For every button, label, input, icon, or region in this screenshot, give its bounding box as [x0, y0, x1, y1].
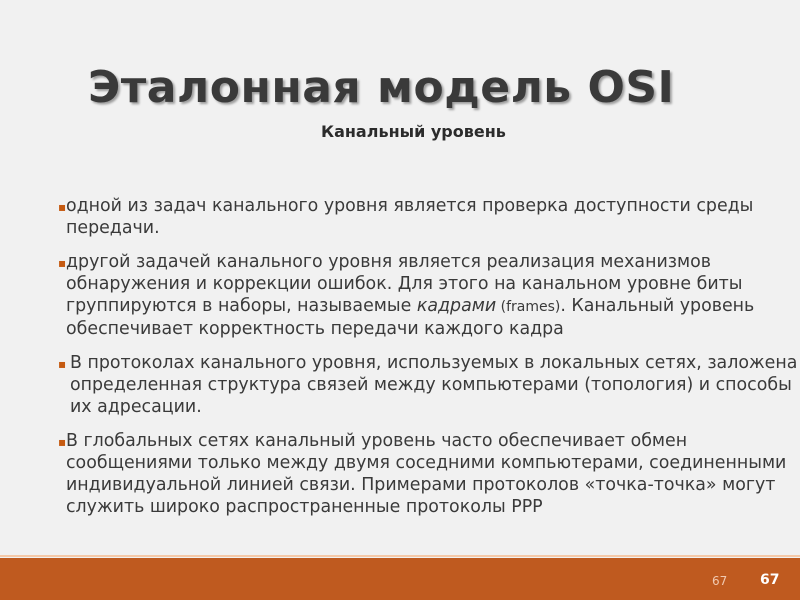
- page-number: 67: [760, 572, 780, 588]
- slide-subtitle: Канальный уровень: [321, 122, 506, 141]
- bullet-marker-icon: ▪: [58, 200, 67, 214]
- bullet-text-after: . Канальный уровень обеспечивает корректность передачи каждого кадра: [66, 296, 755, 339]
- bullet-text: другой задачей канального уровня является реализация механизмов обнаружения и коррекции ошибок. Для этого на канальном уровне биты группируются в наборы, называемые: [66, 252, 743, 316]
- bullet-list: [58, 195, 798, 530]
- bullet-text: В глобальных сетях канальный уровень часто обеспечивает обмен сообщениями только между двумя соседними компьютерами, соединенными индивидуальной линией связи. Примерами протоколов «точка-точка» могут служить широко распространенные протоколы PPP: [66, 431, 787, 517]
- bullet-marker-icon: ▪: [58, 256, 67, 270]
- bullet-item: [58, 352, 798, 418]
- page-number-faded: 67: [712, 574, 728, 588]
- footer-bar: [0, 558, 800, 600]
- bullet-marker-icon: ▪: [58, 435, 67, 449]
- slide-title: Эталонная модель OSI: [88, 62, 675, 113]
- bullet-marker-icon: ▪: [58, 357, 67, 371]
- bullet-item: [58, 251, 798, 340]
- bullet-item: [58, 195, 798, 239]
- footer-divider: [0, 555, 800, 557]
- bullet-text: В протоколах канального уровня, используемых в локальных сетях, заложена определенная структура связей между компьютерами (топология) и способы их адресации.: [70, 353, 798, 417]
- bullet-item: [58, 430, 798, 518]
- bullet-emphasis: кадрами: [416, 296, 497, 316]
- bullet-paren: (frames): [496, 299, 561, 315]
- bullet-text: одной из задач канального уровня является проверка доступности среды передачи.: [66, 196, 754, 238]
